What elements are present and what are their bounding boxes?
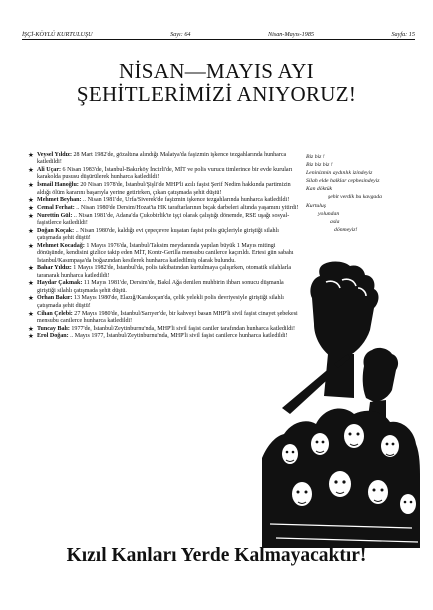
- page-header: [22, 26, 415, 40]
- entry-text: .. Nisan 1981'de, Adana'da Çukobirlik'te işçi olarak çalıştığı dönemde, RSE uşağı sosyal-faşistlerce katledildi!: [37, 212, 290, 227]
- star-icon: ★: [28, 196, 34, 205]
- list-item: [28, 213, 303, 228]
- poem-line: asla: [330, 218, 340, 225]
- star-icon: ★: [28, 294, 34, 303]
- entry-name: Orhan Bakır:: [37, 295, 73, 302]
- poem-line: yolundan: [318, 210, 340, 217]
- entry-name: Mehmet Kocadağ:: [37, 242, 85, 249]
- entry-text: 1 Mayıs 1976'da, İstanbul/Taksim meydanında yapılan büyük 1 Mayıs mitingi dönüşünde, kendisini gizlice takip eden MİT, Kontr-Gerilla mensubu canilerce kaçırıldı. Ertesi gün sabahı İstanbul/Kasımpaşa'da boğazından kesilerek hunharca katledilmiş olarak bulundu.: [37, 242, 294, 264]
- poem-line: Kurtuluş: [306, 202, 326, 209]
- poem-line: Kan döktük: [306, 186, 333, 193]
- entry-name: Ali Uçar:: [37, 167, 62, 174]
- list-item: [28, 152, 303, 167]
- star-icon: ★: [28, 332, 34, 341]
- entry-name: Haydar Çakmak:: [37, 280, 83, 287]
- list-item: [28, 197, 303, 204]
- star-icon: ★: [28, 324, 34, 333]
- entry-text: 20 Nisan 1978'de, İstanbul/Şişli'de MHP'li azılı faşist Şerif Nedim hakkında partimizin aldığı ölüm kararını başarıyla yerine getirirken, çıkan çatışmada şehit düştü!: [37, 182, 291, 196]
- entry-name: Tuncay Balı:: [37, 325, 70, 332]
- issue-date: Nisan-Mayıs-1985: [267, 31, 315, 38]
- issue-number: Sayı: 64: [170, 31, 191, 38]
- entry-text: 13 Mayıs 1980'de, Elazığ/Karakoçan'da, çelik yelekli polis devriyesiyle giriştiği silahlı çatışmada şehit düştü!: [37, 295, 284, 309]
- list-item: [28, 205, 303, 212]
- poem-line: dönmeyiz!: [334, 226, 358, 233]
- entry-name: Cemal Ferhat:: [37, 204, 75, 211]
- star-icon: ★: [28, 309, 34, 318]
- star-icon: ★: [28, 151, 34, 159]
- entry-name: Bahar Yıldız:: [37, 265, 72, 272]
- entry-text: 1977'de, İstanbul/Zeytinburnu'nda, MHP'li sivil faşist caniler tarafından hunharca katledildi!: [69, 325, 295, 332]
- star-icon: ★: [28, 181, 34, 190]
- entry-name: Mehmet Beyhan:: [37, 197, 82, 204]
- title-line-1: NİSAN—MAYIS AYI: [119, 59, 314, 83]
- star-icon: ★: [28, 166, 34, 175]
- list-item: [28, 182, 303, 197]
- entry-text: .. Nisan 1981'de, Urfa/Siverek'de faşizmin işkence tezgahlarında hunharca katledildi!: [81, 197, 290, 204]
- poem-line: Biz biz biz !: [306, 162, 333, 169]
- poem-line: Biz biz !: [306, 154, 325, 160]
- entry-name: Erol Doğan:: [37, 333, 69, 340]
- poem-line: Leninizmin aydınlık izindeyiz: [306, 170, 373, 177]
- star-icon: ★: [28, 279, 34, 288]
- poem-line: şehit verdik bu kavgada: [328, 194, 382, 201]
- fist-crowd-illustration: [262, 258, 420, 548]
- star-icon: ★: [28, 203, 34, 212]
- publication-name: İŞÇİ-KÖYLÜ KURTULUŞU: [22, 31, 93, 38]
- page-title: [10, 60, 423, 106]
- star-icon: ★: [28, 211, 34, 220]
- entry-text: 27 Mayıs 1980'de, İstanbul/Sarıyer'de, bir kahveyi basan MHP'li sivil faşist cinayet şebekesi mensubu canilerce hunharca katledildi!: [37, 310, 298, 324]
- list-item: [28, 228, 303, 243]
- star-icon: ★: [28, 241, 34, 250]
- title-line-2: ŞEHİTLERİMİZİ ANIYORUZ!: [76, 82, 357, 106]
- entry-name: Nurettin Gül:: [37, 212, 73, 219]
- entry-name: Doğan Koçak:: [37, 227, 75, 234]
- entry-text: 1 Mayıs 1982'de, İstanbul'da, polis takibatından kurtulmaya çalışırken, otomatik silahlarla taranarak hunharca katledildi!: [37, 265, 292, 279]
- entry-text: 28 Mart 1982'de, gözaltına alındığı Malatya'da faşizmin işkence tezgahlarında hunharca katledildi!: [37, 152, 287, 166]
- poem: [304, 153, 419, 234]
- entry-name: İsmail Hanoğlu:: [37, 182, 79, 189]
- entry-text: .. Mayıs 1977, İstanbul/Zeytinburnu'nda, MHP'li sivil faşist canilerce hunharca katledildi!: [68, 333, 288, 340]
- entry-text: .. Nisan 1980'de Dersim/Hozat'ta HK taraftarlarının bıçak darbeleri altında yaşamını yitirdi!: [74, 204, 299, 211]
- star-icon: ★: [28, 226, 34, 235]
- entry-name: Cihan Çelebi:: [37, 310, 73, 317]
- entry-text: 6 Nisan 1983'de, İstanbul-Bakırköy İncirli'de, MİT ve polis vurucu timlerince bir evde kuruları karakolda pususu düşürülerek hunharca katledildi!: [37, 167, 293, 181]
- closing-slogan: Kızıl Kanları Yerde Kalmayacaktır!: [66, 545, 367, 566]
- entry-name: Veysel Yıldız:: [37, 152, 72, 158]
- star-icon: ★: [28, 264, 34, 273]
- page-number: Sayfa: 15: [391, 31, 415, 38]
- entry-text: 11 Mayıs 1981'de, Dersim'de, Bakıl Ağa denilen muhbirin ihbarı sonucu düşmanla giriştiği silahlı çatışmada şehit düştü.: [37, 280, 284, 294]
- list-item: [28, 167, 303, 182]
- poem-line: Silah elde halklar cephesindeyiz: [306, 178, 380, 185]
- entry-text: .. Nisan 1980'de, kaldığı evi çepeçevre kuşatan faşist polis güçleriyle giriştiği silahlı çatışmada şehit düştü!: [37, 227, 279, 242]
